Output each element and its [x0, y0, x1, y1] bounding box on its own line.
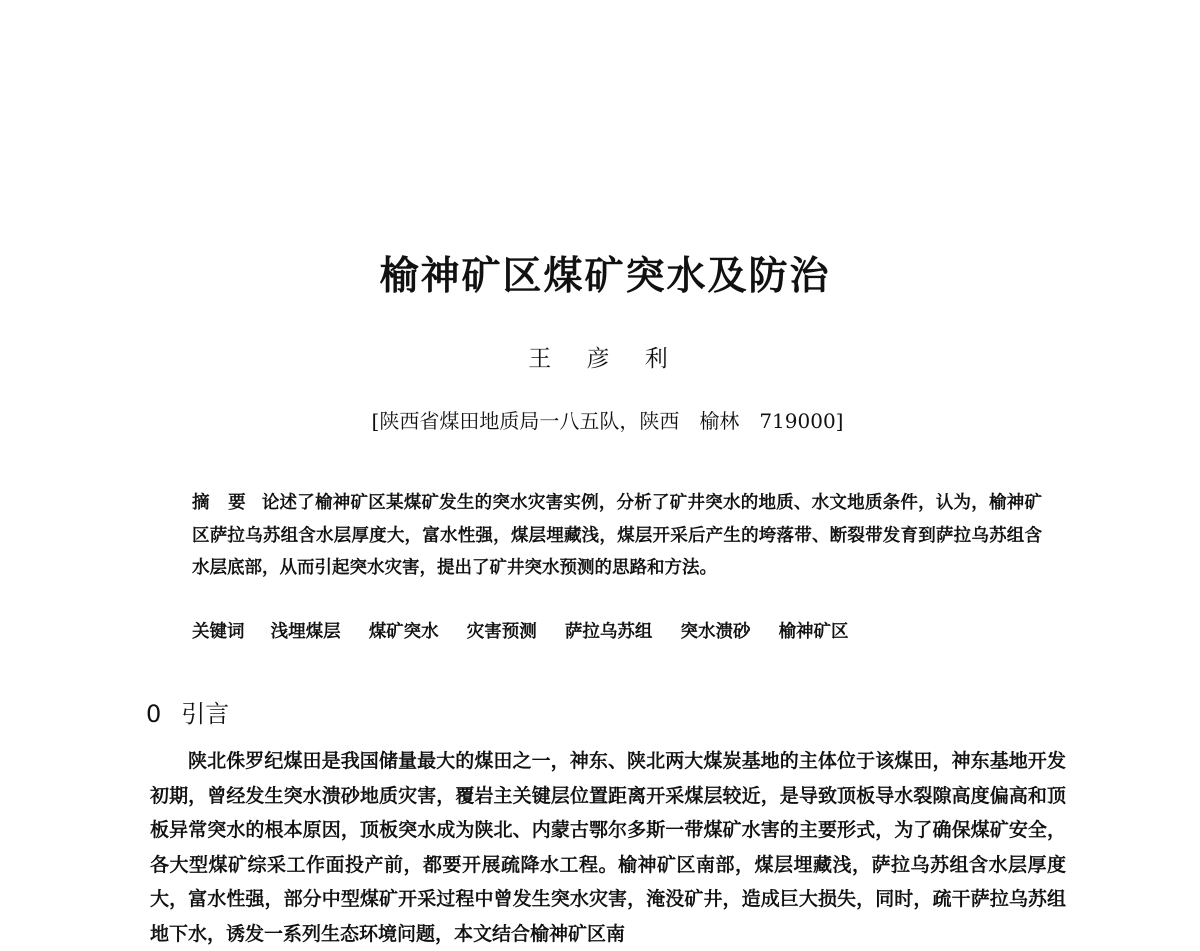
- keyword: 煤矿突水: [368, 622, 439, 642]
- keyword: 灾害预测: [466, 622, 537, 642]
- section-heading: [146, 694, 229, 729]
- paper-title: 榆神矿区煤矿突水及防治: [379, 253, 831, 299]
- body-paragraph: 陕北侏罗纪煤田是我国储量最大的煤田之一，神东、陕北两大煤炭基地的主体位于该煤田，神东基地开发初期，曾经发生突水溃砂地质灾害，覆岩主关键层位置距离开采煤层较近，是导致顶板导水裂隙高度偏高和顶板异常突水的根本原因，顶板突水成为陕北、内蒙古鄂尔多斯一带煤矿水害的主要形式，为了确保煤矿安全，各大型煤矿综采工作面投产前，都要开展疏降水工程。榆神矿区南部，煤层埋藏浅，萨拉乌苏组含水层厚度大，富水性强，部分中型煤矿开采过程中曾发生突水灾害，淹没矿井，造成巨大损失，同时，疏干萨拉乌苏组地下水，诱发一系列生态环境问题，本文结合榆神矿区南: [150, 750, 1066, 945]
- section-number: 0: [146, 700, 162, 728]
- abstract-text: 论述了榆神矿区某煤矿发生的突水灾害实例，分析了矿井突水的地质、水文地质条件，认为，榆神矿区萨拉乌苏组含水层厚度大，富水性强，煤层埋藏浅，煤层开采后产生的垮落带、断裂带发育到萨拉乌苏组含水层底部，从而引起突水灾害，提出了矿井突水预测的思路和方法。: [192, 493, 1043, 578]
- keywords-label: 关键词: [192, 622, 245, 642]
- keyword: 浅埋煤层: [270, 622, 341, 642]
- abstract-label: 摘 要: [192, 493, 252, 513]
- author-affiliation: [陕西省煤田地质局一八五队，陕西 榆林 719000]: [371, 409, 844, 433]
- abstract: [192, 487, 1042, 585]
- keyword: 榆神矿区: [778, 622, 849, 642]
- section-title: 引言: [181, 700, 230, 728]
- keyword: 萨拉乌苏组: [564, 622, 653, 642]
- keyword: 突水溃砂: [680, 622, 751, 642]
- author-name: 王 彦 利: [528, 346, 682, 372]
- keywords: [192, 617, 1042, 647]
